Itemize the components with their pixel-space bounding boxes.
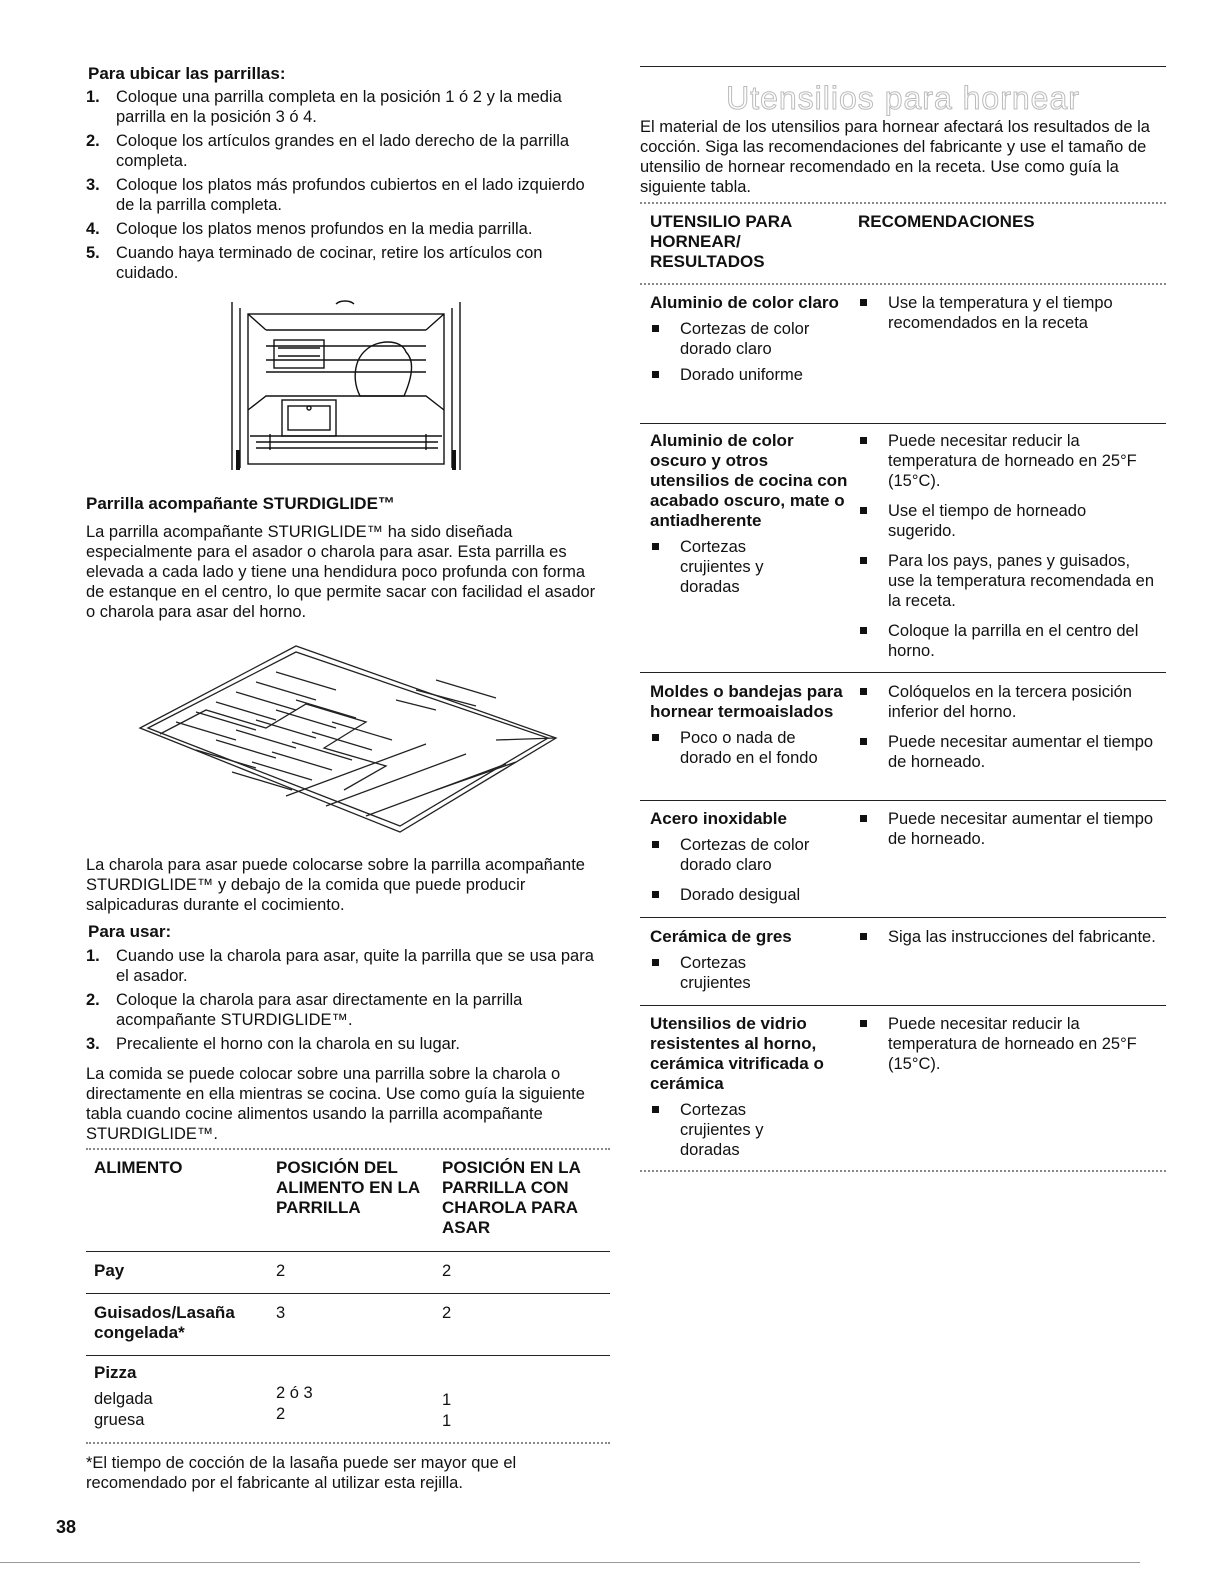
- table-cell-pos2: 1: [442, 1412, 452, 1430]
- table-rule: [640, 1005, 1166, 1006]
- recommendations: [858, 287, 1158, 333]
- table-header-pan-position: POSICIÓN EN LA PARRILLA CON CHAROLA PARA ASAR: [442, 1158, 581, 1237]
- sturdiglide-rack-illustration: [136, 640, 566, 840]
- result-item: Cortezas crujientes y doradas: [650, 537, 790, 597]
- table-header-dots: [640, 283, 1166, 285]
- table-rule: [640, 917, 1166, 918]
- table-rule: [640, 672, 1166, 673]
- result-item: Cortezas de color dorado claro: [650, 835, 850, 875]
- page-number: 38: [56, 1517, 77, 1537]
- recommendations: [858, 803, 1158, 849]
- table-row: [650, 809, 850, 905]
- sturdiglide-description: La parrilla acompañante STURIGLIDE™ ha sido diseñada especialmente para el asador o charola para asar. Esta parrilla es elevada a cada lado y tiene una hendidura poco profunda con forma de estanque en el centro, lo que permite sacar con facilidad el asador o charola para asar del horno.: [86, 523, 596, 621]
- table-cell-food: Guisados/Lasaña congelada*: [94, 1303, 235, 1342]
- utensil-name: Utensilios de vidrio resistentes al horno, cerámica vitrificada o cerámica: [650, 1014, 824, 1093]
- title-rule: [640, 66, 1166, 67]
- recommendation-item: Puede necesitar reducir la temperatura de horneado en 25°F (15°C).: [858, 431, 1158, 491]
- recommendation-item: Coloque la parrilla en el centro del horno.: [858, 621, 1158, 661]
- table-row: [650, 927, 850, 993]
- sturdiglide-heading: Parrilla acompañante STURDIGLIDE™: [86, 494, 395, 513]
- oven-racks-illustration: [226, 300, 466, 472]
- table-rule: [86, 1293, 610, 1294]
- table-cell-subitem: gruesa: [94, 1411, 145, 1429]
- recommendation-item: Colóquelos en la tercera posición inferior del horno.: [858, 682, 1158, 722]
- table-cell-pos2: 2: [442, 1304, 452, 1322]
- table-cell-food: Pay: [94, 1261, 125, 1280]
- table-intro: La comida se puede colocar sobre una parrilla sobre la charola o directamente en ella mientras se cocina. Use como guía la siguiente tabla cuando cocine alimentos usando la parrilla acompañante STURDIGLIDE™.: [86, 1065, 585, 1143]
- result-item: Cortezas crujientes: [650, 953, 790, 993]
- table-bottom-dots: [86, 1442, 610, 1444]
- list-item: 1. Cuando use la charola para asar, quite la parrilla que se usa para el asador.: [86, 947, 594, 985]
- result-item: Cortezas de color dorado claro: [650, 319, 850, 359]
- recommendation-item: Para los pays, panes y guisados, use la temperatura recomendada en la receta.: [858, 551, 1158, 611]
- utensil-name: Aluminio de color oscuro y otros utensilios de cocina con acabado oscuro, mate o antiadherente: [650, 431, 848, 530]
- recommendation-item: Puede necesitar aumentar el tiempo de horneado.: [858, 809, 1158, 849]
- table-rule: [86, 1355, 610, 1356]
- recommendation-item: Use la temperatura y el tiempo recomendados en la receta: [858, 293, 1158, 333]
- table-header-recommendations: RECOMENDACIONES: [858, 212, 1035, 231]
- section-title: Utensilios para hornear: [726, 80, 1080, 116]
- table-cell-food: Pizza: [94, 1363, 137, 1382]
- list-item: 3. Coloque los platos más profundos cubiertos en el lado izquierdo de la parrilla completa.: [86, 176, 585, 214]
- list-item: 2. Coloque la charola para asar directamente en la parrilla acompañante STURDIGLIDE™.: [86, 991, 523, 1029]
- table-cell-subitem: delgada: [94, 1390, 153, 1408]
- recommendations: [858, 676, 1158, 772]
- result-item: Cortezas crujientes y doradas: [650, 1100, 790, 1160]
- utensil-name: Acero inoxidable: [650, 809, 787, 828]
- footnote: *El tiempo de cocción de la lasaña puede ser mayor que el recomendado por el fabricante al utilizar esta rejilla.: [86, 1454, 517, 1492]
- page-bottom-rule: [0, 1562, 1140, 1563]
- recommendations: [858, 1008, 1158, 1074]
- racks-heading: Para ubicar las parrillas:: [88, 64, 286, 83]
- recommendations: [858, 425, 1158, 661]
- utensil-name: Moldes o bandejas para hornear termoaislados: [650, 682, 843, 721]
- table-rule: [86, 1251, 610, 1252]
- list-item: 2. Coloque los artículos grandes en el lado derecho de la parrilla completa.: [86, 132, 570, 170]
- use-heading: Para usar:: [88, 922, 172, 941]
- table-rule: [640, 423, 1166, 424]
- result-item: Poco o nada de dorado en el fondo: [650, 728, 850, 768]
- list-item: 5. Cuando haya terminado de cocinar, retire los artículos con cuidado.: [86, 244, 543, 282]
- table-row: [650, 1014, 850, 1160]
- table-rule: [640, 800, 1166, 801]
- list-item: 4. Coloque los platos menos profundos en la media parrilla.: [86, 220, 533, 238]
- racks-steps: [86, 87, 606, 283]
- recommendation-item: Siga las instrucciones del fabricante.: [858, 927, 1158, 947]
- table-bottom-dots: [640, 1170, 1166, 1172]
- table-row: [650, 682, 850, 768]
- table-row: [650, 431, 850, 597]
- recommendations: [858, 921, 1158, 947]
- table-row: [650, 293, 850, 385]
- table-cell-pos1: 2 ó 3: [276, 1384, 313, 1402]
- list-item: 1. Coloque una parrilla completa en la posición 1 ó 2 y la media parrilla en la posición 3 ó 4.: [86, 88, 562, 126]
- table-cell-pos2: 2: [442, 1262, 452, 1280]
- utensil-name: Cerámica de gres: [650, 927, 792, 946]
- table-header-rack-position: POSICIÓN DEL ALIMENTO EN LA PARRILLA: [276, 1158, 420, 1217]
- table-top-dots: [86, 1148, 610, 1150]
- table-cell-pos2: 1: [442, 1391, 452, 1409]
- recommendation-item: Puede necesitar aumentar el tiempo de horneado.: [858, 732, 1158, 772]
- utensil-name: Aluminio de color claro: [650, 293, 839, 312]
- table-header-utensil: UTENSILIO PARA HORNEAR/ RESULTADOS: [650, 212, 792, 271]
- table-cell-pos1: 2: [276, 1262, 286, 1280]
- broil-pan-description: La charola para asar puede colocarse sobre la parrilla acompañante STURDIGLIDE™ y debajo de la comida que puede producir salpicaduras durante el cocimiento.: [86, 856, 585, 914]
- table-top-dots: [640, 202, 1166, 204]
- recommendation-item: Puede necesitar reducir la temperatura de horneado en 25°F (15°C).: [858, 1014, 1158, 1074]
- intro-text: El material de los utensilios para hornear afectará los resultados de la cocción. Siga las recomendaciones del fabricante y use el tamaño de utensilio de hornear recomendado en la receta. Use como guía la siguiente tabla.: [640, 118, 1150, 196]
- table-header-food: ALIMENTO: [94, 1158, 183, 1177]
- result-item: Dorado desigual: [650, 885, 850, 905]
- table-cell-pos1: 3: [276, 1304, 286, 1322]
- recommendation-item: Use el tiempo de horneado sugerido.: [858, 501, 1158, 541]
- use-steps: [86, 946, 606, 1054]
- list-item: 3. Precaliente el horno con la charola en su lugar.: [86, 1035, 460, 1053]
- result-item: Dorado uniforme: [650, 365, 850, 385]
- table-cell-pos1: 2: [276, 1405, 286, 1423]
